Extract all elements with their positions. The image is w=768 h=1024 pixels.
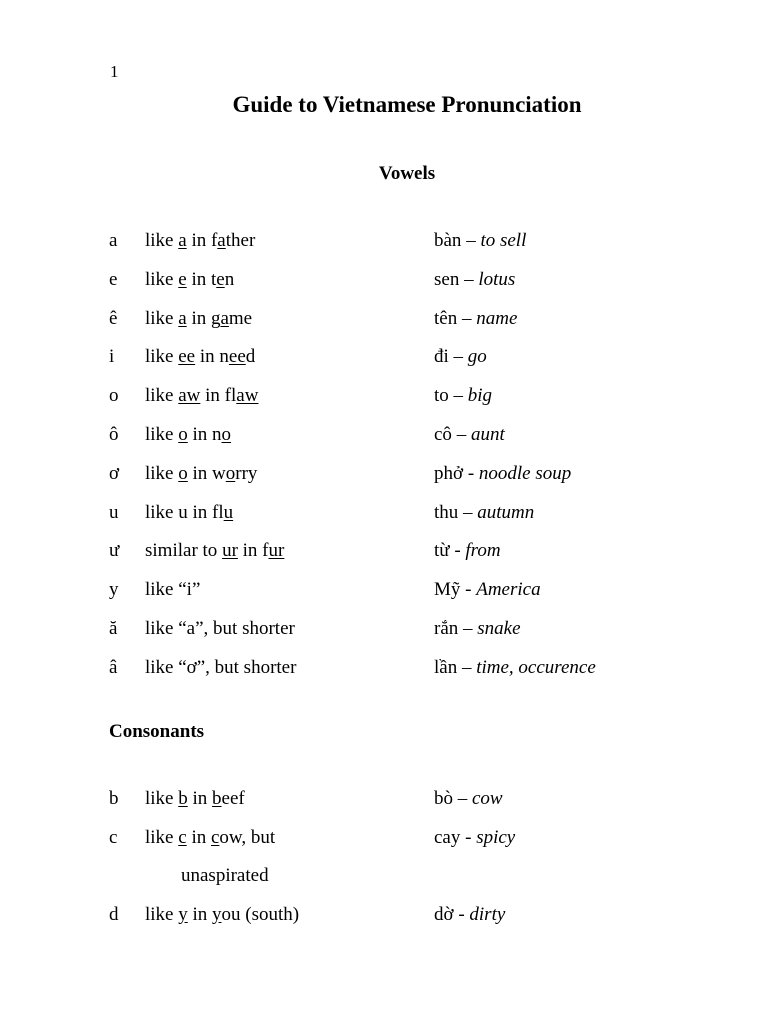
vowel-row — [0, 463, 768, 489]
underlined-letters: o — [225, 462, 236, 484]
vowel-example: to – big — [434, 385, 493, 407]
example-meaning: cow — [472, 788, 503, 809]
example-word: tên — [434, 307, 458, 329]
example-meaning: from — [465, 540, 501, 562]
vowel-example: Mỹ - America — [434, 579, 541, 601]
vowel-description: similar to ur in fur — [145, 540, 285, 562]
vowel-letter: ô — [109, 424, 119, 445]
vowel-description: like o in worry — [145, 462, 258, 484]
example-word: sen — [434, 268, 460, 290]
example-word: lần — [434, 656, 458, 678]
underlined-letters: a — [217, 230, 226, 251]
vowel-description: like a in game — [145, 307, 253, 329]
vowel-letter: â — [109, 656, 118, 678]
example-meaning: lotus — [478, 268, 516, 290]
consonant-description: like c in cow, but — [145, 826, 276, 848]
underlined-letters: b — [212, 788, 222, 809]
vowel-row — [0, 385, 768, 411]
consonant-description-continuation: unaspirated — [181, 865, 269, 886]
example-word: đi — [434, 346, 449, 368]
vowel-row — [0, 424, 768, 450]
underlined-letters: c — [178, 826, 187, 848]
vowel-letter: u — [109, 501, 119, 523]
underlined-letters: a — [220, 307, 229, 329]
vowel-example: bàn – to sell — [434, 230, 527, 251]
vowel-example: đi – go — [434, 346, 487, 368]
example-meaning: go — [467, 346, 487, 368]
example-word: rắn — [434, 618, 459, 639]
vowels-heading: Vowels — [378, 163, 436, 184]
vowel-example: tên – name — [434, 307, 518, 329]
vowel-row — [0, 269, 768, 295]
underlined-letters: ur — [268, 540, 285, 562]
vowel-letter: a — [109, 230, 118, 251]
vowel-letter: ê — [109, 307, 118, 329]
vowel-letter: y — [109, 579, 119, 601]
consonant-letter: b — [109, 788, 119, 809]
example-word: cô — [434, 424, 452, 445]
consonant-example: bò – cow — [434, 788, 503, 809]
example-meaning: snake — [477, 618, 521, 639]
underlined-letters: e — [178, 268, 187, 290]
vowel-row — [0, 230, 768, 256]
example-word: từ — [434, 540, 450, 562]
vowel-row — [0, 579, 768, 605]
consonant-example: cay - spicy — [434, 826, 516, 848]
consonant-row — [0, 788, 768, 814]
example-word: thu — [434, 501, 459, 523]
example-meaning: America — [476, 579, 541, 601]
vowel-row — [0, 657, 768, 683]
vowel-description: like “ơ”, but shorter — [145, 656, 297, 678]
vowel-letter: ơ — [109, 462, 120, 484]
vowel-example: lần – time, occurence — [434, 656, 596, 678]
example-meaning: noodle soup — [478, 462, 572, 484]
underlined-letters: ur — [222, 540, 238, 562]
vowel-letter: ư — [109, 540, 120, 562]
vowel-row — [0, 308, 768, 334]
underlined-letters: y — [178, 903, 188, 925]
example-word: to — [434, 385, 449, 407]
vowel-example: rắn – snake — [434, 618, 521, 639]
vowel-description: like o in no — [145, 424, 232, 445]
vowel-description: like ee in need — [145, 346, 256, 368]
vowel-description: like “i” — [145, 579, 201, 601]
example-meaning: spicy — [476, 826, 516, 848]
consonant-description: like y in you (south) — [145, 903, 300, 925]
example-word: phở — [434, 462, 464, 484]
vowel-row — [0, 540, 768, 566]
underlined-letters: aw — [236, 385, 259, 407]
vowel-row — [0, 618, 768, 644]
vowel-example: từ - from — [434, 540, 501, 562]
consonant-row — [0, 827, 768, 853]
vowel-description: like “a”, but shorter — [145, 618, 295, 639]
example-word: cay — [434, 826, 461, 848]
vowel-description: like e in ten — [145, 268, 235, 290]
example-word: bò — [434, 788, 453, 809]
consonant-letter: c — [109, 826, 118, 848]
underlined-letters: ee — [228, 346, 246, 368]
page-number: 1 — [110, 62, 119, 81]
underlined-letters: a — [178, 307, 187, 329]
vowel-example: cô – aunt — [434, 424, 505, 445]
consonants-heading: Consonants — [109, 721, 205, 742]
underlined-letters: u — [223, 501, 234, 523]
example-word: dờ — [434, 903, 454, 925]
underlined-letters: b — [178, 788, 188, 809]
vowel-example: thu – autumn — [434, 501, 535, 523]
vowel-description: like a in father — [145, 230, 256, 251]
example-meaning: dirty — [469, 903, 506, 925]
vowel-letter: ă — [109, 618, 118, 639]
underlined-letters: e — [216, 268, 225, 290]
example-meaning: aunt — [470, 424, 505, 445]
underlined-letters: a — [178, 230, 187, 251]
example-meaning: autumn — [477, 501, 535, 523]
vowel-description: like aw in flaw — [145, 385, 259, 407]
vowel-letter: i — [109, 346, 115, 368]
page-title: Guide to Vietnamese Pronunciation — [232, 92, 582, 117]
underlined-letters: o — [178, 462, 188, 484]
example-meaning: time, occurence — [476, 656, 596, 678]
vowel-row — [0, 346, 768, 372]
consonant-row — [0, 904, 768, 930]
example-word: bàn — [434, 230, 462, 251]
example-meaning: to sell — [480, 230, 527, 251]
underlined-letters: c — [210, 826, 220, 848]
underlined-letters: o — [178, 424, 188, 445]
consonant-example: dờ - dirty — [434, 903, 506, 925]
vowel-example: sen – lotus — [434, 268, 516, 290]
vowel-letter: o — [109, 385, 119, 407]
underlined-letters: ee — [178, 346, 196, 368]
consonant-letter: d — [109, 903, 119, 925]
consonant-description: like b in beef — [145, 788, 245, 809]
example-meaning: name — [476, 307, 518, 329]
example-word: Mỹ — [434, 579, 461, 601]
vowel-description: like u in flu — [145, 501, 234, 523]
underlined-letters: o — [221, 424, 232, 445]
vowel-row — [0, 502, 768, 528]
underlined-letters: aw — [178, 385, 201, 407]
vowel-example: phở - noodle soup — [434, 462, 572, 484]
example-meaning: big — [467, 385, 493, 407]
vowel-letter: e — [109, 268, 118, 290]
underlined-letters: y — [212, 903, 222, 925]
